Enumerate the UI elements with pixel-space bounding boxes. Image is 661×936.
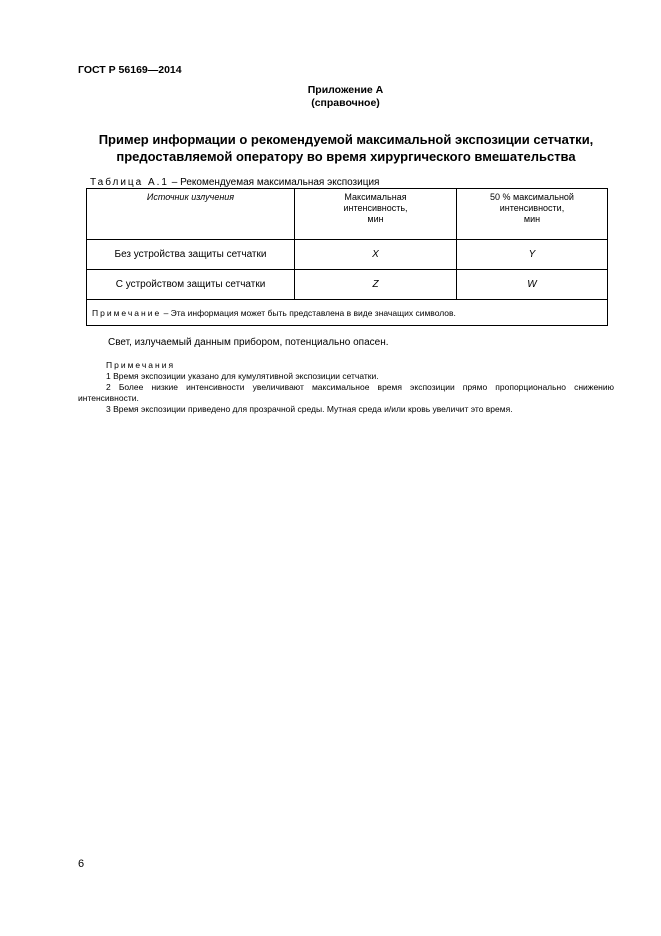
- header-half-line-1: 50 % максимальной: [490, 192, 574, 202]
- exposure-table: [86, 188, 608, 326]
- table-note-label: Примечание: [92, 307, 162, 318]
- table-note: [87, 300, 608, 326]
- notes-label: Примечания: [106, 360, 176, 370]
- header-half-intensity: [457, 189, 608, 240]
- table-caption-label: Таблица А.1: [90, 177, 169, 188]
- header-half-line-2: интенсивности,: [499, 203, 565, 213]
- row-source: Без устройства защиты сетчатки: [87, 240, 295, 270]
- page-number: 6: [78, 858, 85, 870]
- note-item-2: 2 Более низкие интенсивности увеличивают максимальное время экспозиции прямо пропорционально снижению интенсивности.: [78, 382, 614, 403]
- table-caption-text: – Рекомендуемая максимальная экспозиция: [169, 177, 380, 188]
- note-item-3: 3 Время экспозиции приведено для прозрачной среды. Мутная среда и/или кровь увеличит это время.: [106, 404, 513, 414]
- header-max-line-1: Максимальная: [344, 192, 407, 202]
- appendix-type: (справочное): [311, 97, 380, 109]
- header-source: Источник излучения: [87, 189, 295, 240]
- row-max-value: Z: [295, 270, 457, 300]
- heading-line-2: предоставляемой оператору во время хирургического вмешательства: [116, 149, 576, 164]
- row-source: С устройством защиты сетчатки: [87, 270, 295, 300]
- header-max-intensity: [295, 189, 457, 240]
- page-heading: [60, 131, 632, 165]
- standard-code: ГОСТ Р 56169—2014: [78, 64, 182, 76]
- table-header-row: [87, 189, 608, 240]
- header-max-line-3: мин: [367, 214, 384, 224]
- table-caption: [90, 177, 379, 188]
- header-max-line-2: интенсивность,: [343, 203, 408, 213]
- row-half-value: W: [457, 270, 608, 300]
- header-half-line-3: мин: [523, 214, 541, 224]
- table-row: [87, 270, 608, 300]
- notes-block: [78, 360, 614, 415]
- note-item-1: 1 Время экспозиции указано для кумулятивной экспозиции сетчатки.: [106, 371, 379, 381]
- appendix-title: [0, 84, 661, 110]
- table-row: [87, 240, 608, 270]
- row-half-value: Y: [457, 240, 608, 270]
- warning-text: Свет, излучаемый данным прибором, потенциально опасен.: [108, 337, 389, 348]
- table-note-row: [87, 300, 608, 326]
- row-max-value: X: [295, 240, 457, 270]
- appendix-label: Приложение А: [307, 84, 384, 96]
- heading-line-1: Пример информации о рекомендуемой максимальной экспозиции сетчатки,: [98, 132, 594, 147]
- table-note-text: – Эта информация может быть представлена в виде значащих символов.: [161, 307, 456, 318]
